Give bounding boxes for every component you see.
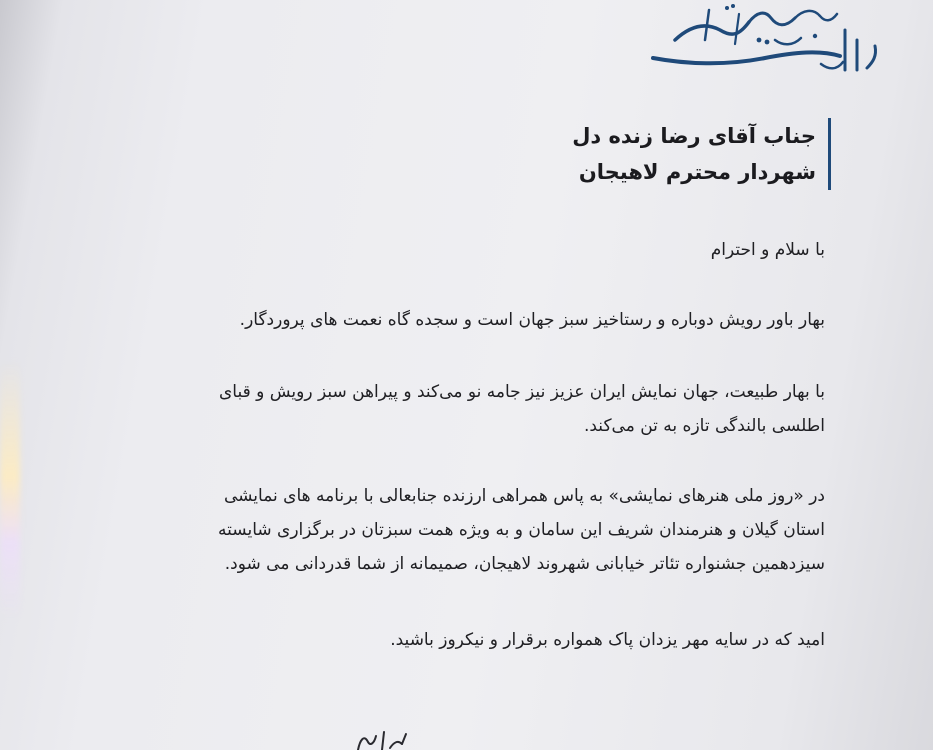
paragraph-2-line-2: اطلسی بالندگی تازه به تن می‌کند. <box>583 416 825 436</box>
addressee-title: شهردار محترم لاهیجان <box>578 160 816 184</box>
addressee-name: جناب آقای رضا زنده دل <box>572 124 816 148</box>
paragraph-1 <box>110 303 825 337</box>
greeting-line: با سلام و احترام <box>710 240 825 260</box>
greeting <box>110 233 825 267</box>
calligraphy-logo-icon <box>645 0 885 78</box>
paragraph-3-line-3: سیزدهمین جشنواره تئاتر خیابانی شهروند لاهیجان، صمیمانه از شما قدردانی می شود. <box>224 554 825 574</box>
paragraph-1-line: بهار باور رویش دوباره و رستاخیز سبز جهان است و سجده گاه نعمت های پروردگار. <box>239 310 825 330</box>
paragraph-2 <box>110 375 825 443</box>
closing <box>110 623 825 657</box>
paragraph-3-line-2: استان گیلان و هنرمندان شریف این سامان و به ویژه همت سبزتان در برگزاری شایسته <box>218 520 825 540</box>
organization-logo <box>645 0 885 78</box>
paragraph-3-line-1: در «روز ملی هنرهای نمایشی» به پاس همراهی ارزنده جنابعالی با برنامه های نمایشی <box>223 486 825 506</box>
paragraph-2-line-1: با بهار طبیعت، جهان نمایش ایران عزیز نیز جامه نو می‌کند و پیراهن سبز رویش و قبای <box>218 382 825 402</box>
signature <box>352 722 412 750</box>
addressee-block <box>572 118 831 190</box>
closing-line: امید که در سایه مهر یزدان پاک همواره برقرار و نیکروز باشید. <box>390 630 825 650</box>
signature-icon <box>352 722 412 750</box>
paragraph-3 <box>110 479 825 581</box>
